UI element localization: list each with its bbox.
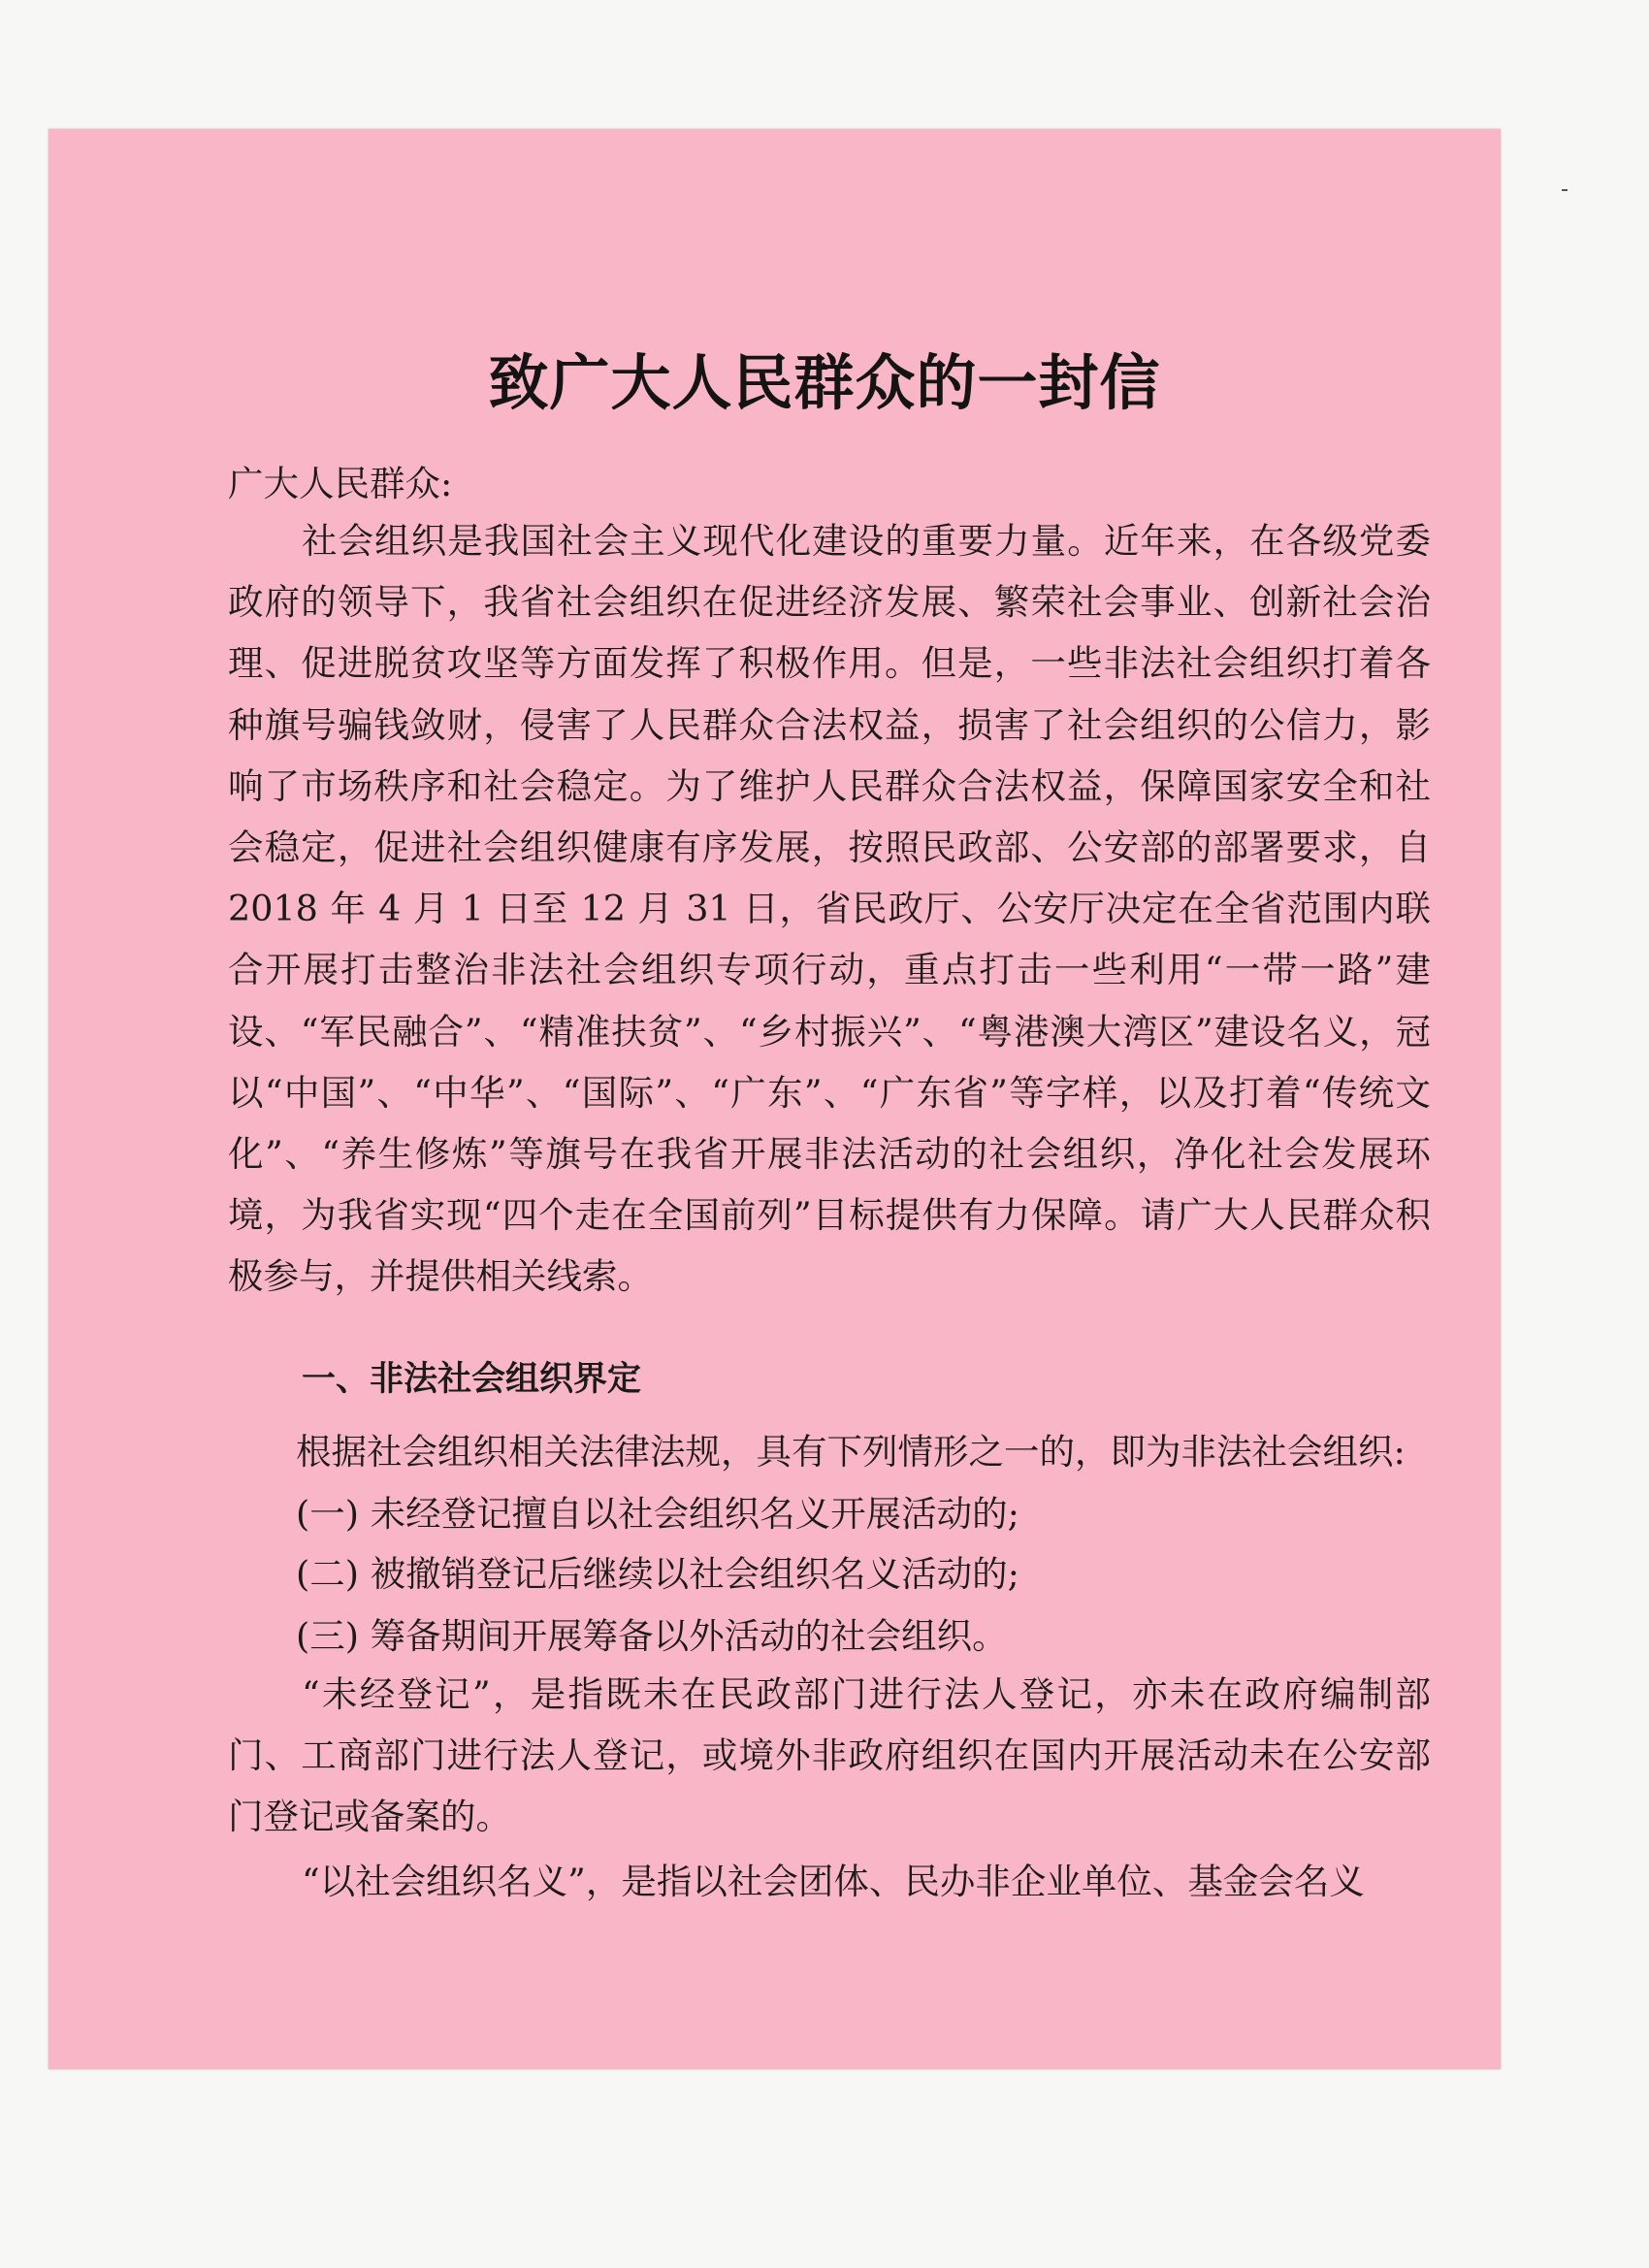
salutation: 广大人民群众: — [228, 463, 453, 504]
letter-title: 致广大人民群众的一封信 — [488, 347, 1161, 418]
list-item: (一) 未经登记擅自以社会组织名义开展活动的; — [296, 1493, 1019, 1535]
list-item: (二) 被撤销登记后继续以社会组织名义活动的; — [296, 1553, 1019, 1595]
intro-paragraph: 社会组织是我国社会主义现代化建设的重要力量。近年来，在各级党委政府的领导下，我省社会组织在促进经济发展、繁荣社会事业、创新社会治理、促进脱贫攻坚等方面发挥了积极作用。但是，一些非法社会组织打着各种旗号骗钱敛财，侵害了人民群众合法权益，损害了社会组织的公信力，影响了市场秩序和社会稳定。为了维护人民群众合法权益，保障国家安全和社会稳定，促进社会组织健康有序发展，按照民政部、公安部的部署要求，自 2018 年 4 月 1 日至 12 月 31 日，省民政厅、公安厅决定在全省范围内联合开展打击整治非法社会组织专项行动，重点打击一些利用“一带一路”建设、“军民融合”、“精准扶贫”、“乡村振兴”、“粤港澳大湾区”建设名义，冠以“中国”、“中华”、“国际”、“广东”、“广东省”等字样，以及打着“传统文化”、“养生修炼”等旗号在我省开展非法活动的社会组织，净化社会发展环境，为我省实现“四个走在全国前列”目标提供有力保障。请广大人民群众积极参与，并提供相关线索。 — [228, 520, 1431, 1298]
section-heading: 一、非法社会组织界定 — [302, 1360, 642, 1399]
section-lead: 根据社会组织相关法律法规，具有下列情形之一的，即为非法社会组织: — [296, 1431, 1406, 1473]
definition-unregistered: “未经登记”，是指既未在民政部门进行法人登记，亦未在政府编制部门、工商部门进行法人登记，或境外非政府组织在国内开展活动未在公安部门登记或备案的。 — [228, 1673, 1431, 1838]
list-item: (三) 筹备期间开展筹备以外活动的社会组织。 — [296, 1615, 1008, 1657]
scan-speck — [1562, 189, 1568, 191]
definition-in-name: “以社会组织名义”，是指以社会团体、民办非企业单位、基金会名义 — [302, 1861, 1365, 1902]
